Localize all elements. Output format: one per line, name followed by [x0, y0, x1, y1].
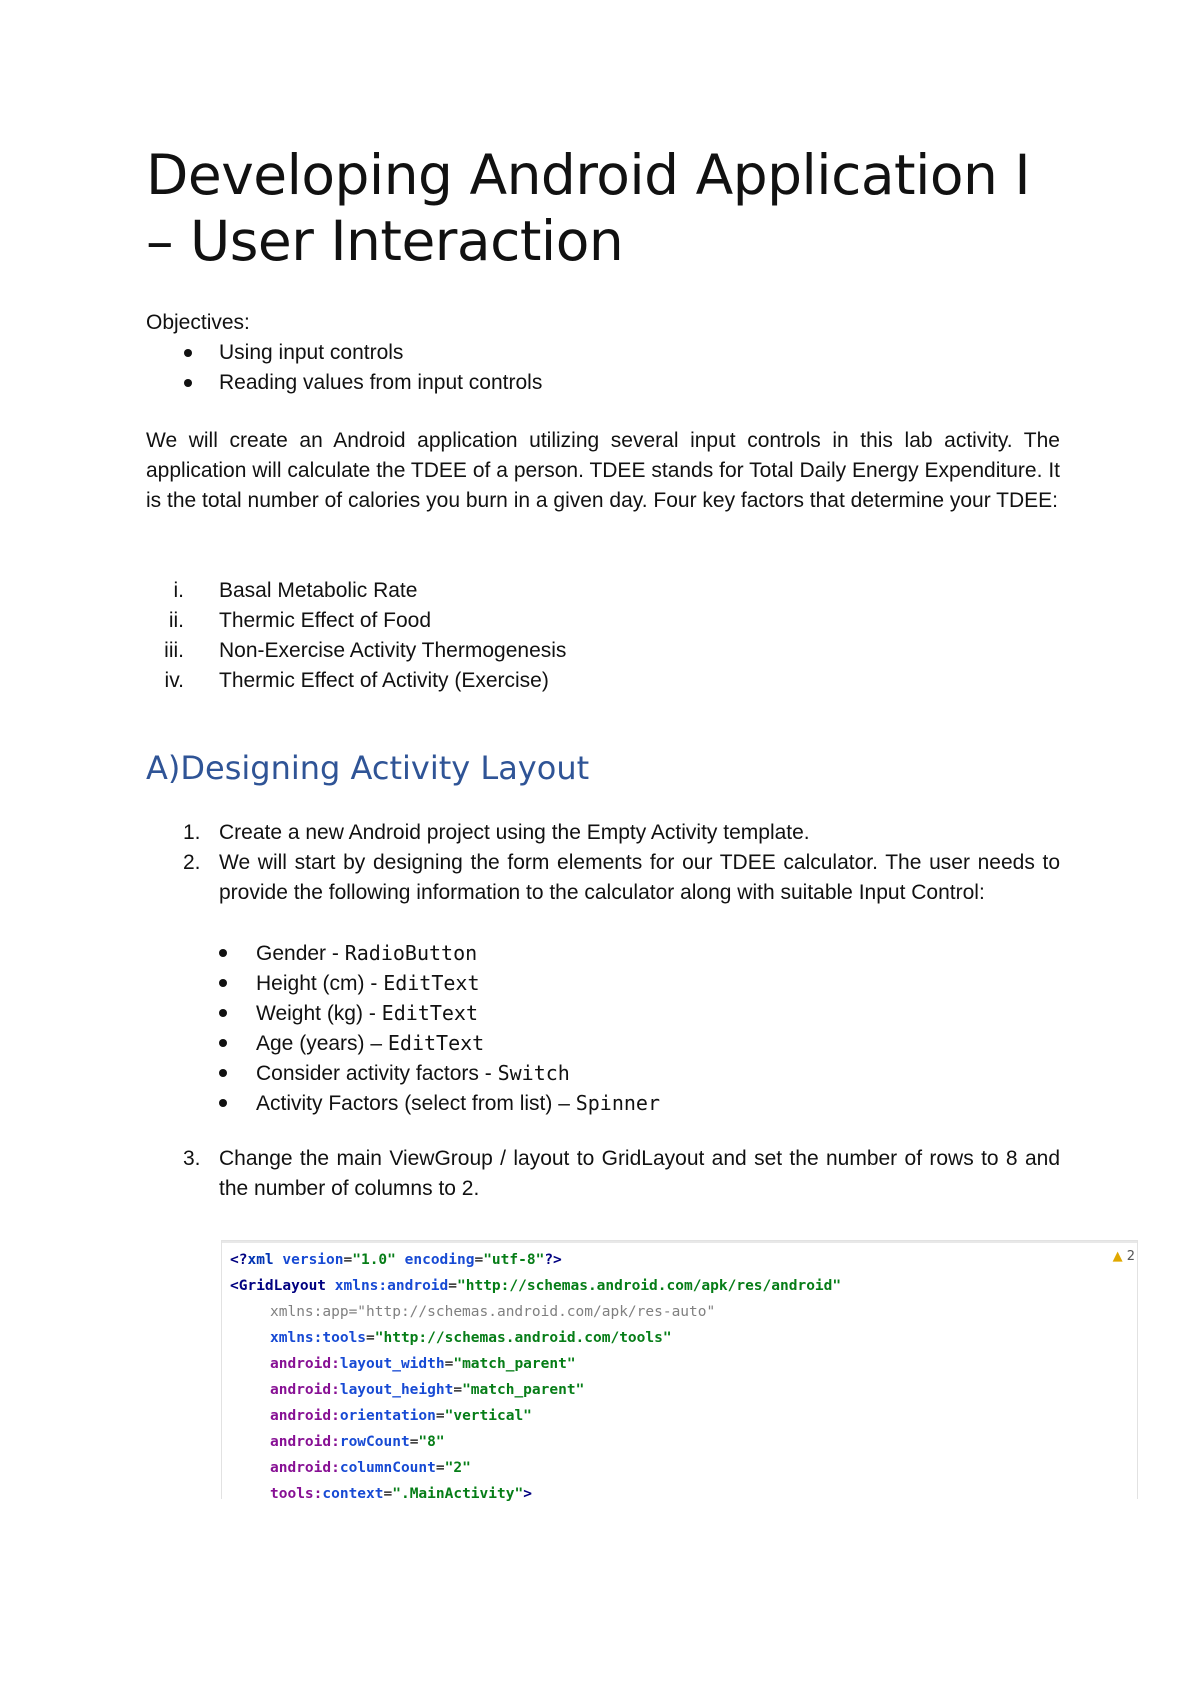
step-item: 2. We will start by designing the form elements for our TDEE calculator. The user needs to provide the following information to the calculator along with suitable Input Control:	[183, 851, 1060, 904]
code-line: <?xml version="1.0" encoding="utf-8"?>	[230, 1252, 562, 1268]
code-line: xmlns:tools="http://schemas.android.com/tools"	[270, 1330, 672, 1346]
code-line: <GridLayout xmlns:android="http://schemas.android.com/apk/res/android"	[230, 1278, 842, 1294]
list-item: iii. Non-Exercise Activity Thermogenesis	[164, 639, 567, 662]
list-item: iv. Thermic Effect of Activity (Exercise)	[164, 669, 549, 692]
code-line: xmlns:app="http://schemas.android.com/apk/res-auto"	[270, 1304, 716, 1320]
section-heading: A)Designing Activity Layout	[146, 749, 590, 787]
document-page: Developing Android Application I – User Interaction Objectives: Using input controls Reading values from input controls We will create an Android application utilizing several input controls in this lab activity. The application will calculate the TDEE of a person. TDEE stands for Total Daily Energy Expenditure. It is the total number of calories you burn in a given day. Four key factors that determine your TDEE: i. Basal Metabolic Rate ii. Thermic Effect of Food iii. Non-Exercise Activity Thermogenesis iv. Thermic Effect of Activity (Exercise) A)Designing Activity Layout 1. Create a new Android project using the Empty Activity template. 2. We will start by designing the form elements for our TDEE calculator. The user needs to provide the following information to the calculator along with suitable Input Control: Gender - RadioButton Height (cm) - EditText Weight (kg) - EditText Age (years) – EditText Consider activity factors - Switch Activity Factors (select from list) – Spinner 3. Change the main ViewGroup / layout to GridLayout and set the number of rows to 8 and the number of columns to 2. ▲ 2 <?xml version="1.0" encoding="utf-8"?> <GridLayout xmlns:android="http://schemas.android.com/apk/res/android" xmlns:app="http://schemas.android.com/apk/res-auto" xmlns:tools="http://schemas.android.com/tools" android:layout_width="match_parent" android:layout_height="match_parent" android:orientation="vertical" android:rowCount="8" android:columnCount="2" tools:context=".MainActivity">	[0, 0, 1200, 1698]
tdee-factors-list	[146, 576, 1046, 696]
step-item: 1. Create a new Android project using the Empty Activity template.	[183, 821, 810, 844]
warning-indicator: ▲ 2	[1112, 1249, 1135, 1264]
code-line: tools:context=".MainActivity">	[270, 1486, 532, 1502]
list-item: i. Basal Metabolic Rate	[173, 579, 418, 602]
bullet-icon	[184, 349, 192, 357]
intro-paragraph: We will create an Android application utilizing several input controls in this lab activity. The application will calculate the TDEE of a person. TDEE stands for Total Daily Energy Expenditure. It is the total number of calories you burn in a given day. Four key factors that determine your TDEE:	[146, 429, 1060, 512]
bullet-icon	[219, 1039, 227, 1047]
warning-icon: ▲	[1112, 1249, 1123, 1264]
bullet-icon	[219, 1009, 227, 1017]
title-line-2: – User Interaction	[146, 209, 624, 273]
steps-list-continued	[146, 1144, 1060, 1204]
code-line: android:layout_height="match_parent"	[270, 1382, 585, 1398]
objectives-label: Objectives:	[146, 311, 250, 334]
code-line: android:rowCount="8"	[270, 1434, 445, 1450]
bullet-icon	[219, 1099, 227, 1107]
code-screenshot	[221, 1240, 1138, 1502]
code-line: android:columnCount="2"	[270, 1460, 471, 1476]
title-line-1: Developing Android Application I	[146, 143, 1031, 207]
list-item: ii. Thermic Effect of Food	[168, 609, 432, 632]
code-line: android:orientation="vertical"	[270, 1408, 532, 1424]
step-item: 3. Change the main ViewGroup / layout to GridLayout and set the number of rows to 8 and the number of columns to 2.	[183, 1147, 1060, 1200]
bullet-icon	[219, 1069, 227, 1077]
bullet-icon	[184, 379, 192, 387]
steps-list	[146, 818, 1060, 908]
page-title	[146, 142, 1106, 274]
bullet-icon	[219, 979, 227, 987]
bullet-icon	[219, 949, 227, 957]
code-line: android:layout_width="match_parent"	[270, 1356, 576, 1372]
